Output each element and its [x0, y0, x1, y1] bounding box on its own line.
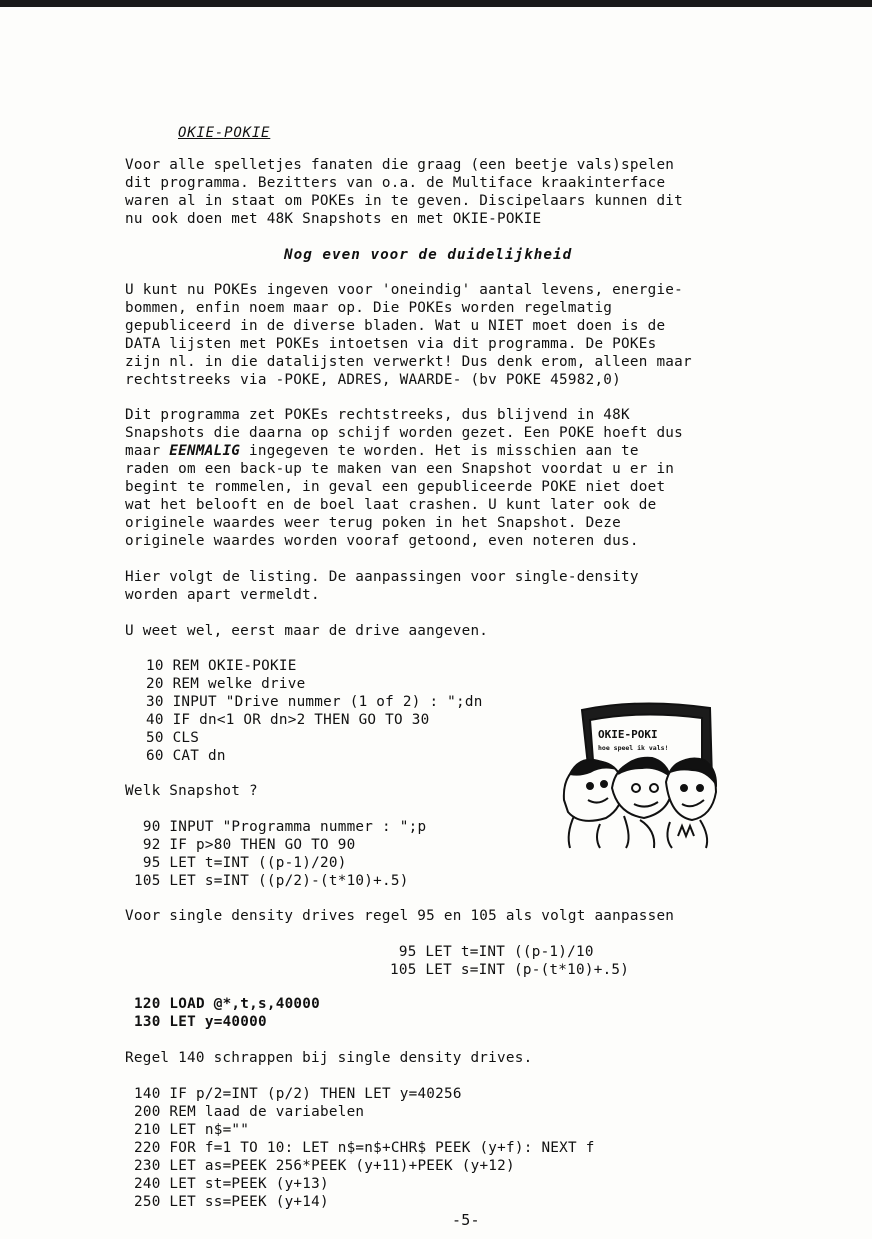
code-line: 92 IF p>80 THEN GO TO 90 [134, 837, 356, 853]
code-line: 250 LET ss=PEEK (y+14) [134, 1194, 329, 1210]
para2-line: rechtstreeks via -POKE, ADRES, WAARDE- (bv POKE 45982,0) [125, 372, 622, 388]
code-line: 220 FOR f=1 TO 10: LET n$=n$+CHR$ PEEK (y+f): NEXT f [134, 1140, 595, 1156]
para3-line: begint te rommelen, in geval een gepubliceerde POKE niet doet [125, 479, 666, 495]
para5-line: U weet wel, eerst maar de drive aangeven. [125, 623, 489, 639]
emphasis-eenmalig: EENMALIG [169, 443, 241, 459]
para2-line: DATA lijsten met POKEs intoetsen via dit programma. De POKEs [125, 336, 657, 352]
article-title: OKIE-POKIE [178, 125, 271, 141]
code-line: 20 REM welke drive [146, 676, 306, 692]
code-line: 95 LET t=INT ((p-1)/20) [134, 855, 347, 871]
code-line: 200 REM laad de variabelen [134, 1104, 365, 1120]
intro-line: dit programma. Bezitters van o.a. de Multiface kraakinterface [125, 175, 666, 191]
para3-line: wat het belooft en de boel laat crashen. U kunt later ook de [125, 497, 657, 513]
code-line: 240 LET st=PEEK (y+13) [134, 1176, 329, 1192]
para3-line: originele waardes worden vooraf getoond, even noteren dus. [125, 533, 639, 549]
para3-line: originele waardes weer terug poken in het Snapshot. Deze [125, 515, 622, 531]
cartoon-illustration [560, 688, 720, 850]
para3-line: Snapshots die daarna op schijf worden gezet. Een POKE hoeft dus [125, 425, 684, 441]
question-line: Welk Snapshot ? [125, 783, 258, 799]
code-line: 95 LET t=INT ((p-1)/10 [390, 944, 594, 960]
para3-line: maar EENMALIG ingegeven te worden. Het is misschien aan te [125, 443, 639, 459]
intro-line: waren al in staat om POKEs in te geven. Discipelaars kunnen dit [125, 193, 684, 209]
single-density-note: Voor single density drives regel 95 en 105 als volgt aanpassen [125, 908, 675, 924]
code-line: 230 LET as=PEEK 256*PEEK (y+11)+PEEK (y+12) [134, 1158, 515, 1174]
para2-line: U kunt nu POKEs ingeven voor 'oneindig' aantal levens, energie- [125, 282, 684, 298]
code-line: 210 LET n$="" [134, 1122, 250, 1138]
para3-line: raden om een back-up te maken van een Snapshot voordat u er in [125, 461, 675, 477]
code-line: 50 CLS [146, 730, 200, 746]
code-line: 105 LET s=INT (p-(t*10)+.5) [390, 962, 630, 978]
code-line: 120 LOAD @*,t,s,40000 [134, 996, 321, 1012]
para2-line: gepubliceerd in de diverse bladen. Wat u NIET moet doen is de [125, 318, 666, 334]
intro-line: nu ook doen met 48K Snapshots en met OKIE-POKIE [125, 211, 542, 227]
intro-line: Voor alle spelletjes fanaten die graag (een beetje vals)spelen [125, 157, 675, 173]
code-line: 40 IF dn<1 OR dn>2 THEN GO TO 30 [146, 712, 430, 728]
cartoon-sign-text: OKIE-POKI [598, 728, 658, 741]
page-number: -5- [452, 1211, 480, 1229]
code-line: 60 CAT dn [146, 748, 226, 764]
para4-line: Hier volgt de listing. De aanpassingen voor single-density [125, 569, 639, 585]
para4-line: worden apart vermeldt. [125, 587, 320, 603]
regel-note: Regel 140 schrappen bij single density drives. [125, 1050, 533, 1066]
para2-line: bommen, enfin noem maar op. Die POKEs worden regelmatig [125, 300, 613, 316]
code-line: 90 INPUT "Programma nummer : ";p [134, 819, 427, 835]
para3-line: Dit programma zet POKEs rechtstreeks, dus blijvend in 48K [125, 407, 630, 423]
code-line: 140 IF p/2=INT (p/2) THEN LET y=40256 [134, 1086, 462, 1102]
code-line: 10 REM OKIE-POKIE [146, 658, 297, 674]
section-subtitle: Nog even voor de duidelijkheid [284, 247, 573, 263]
code-line: 30 INPUT "Drive nummer (1 of 2) : ";dn [146, 694, 483, 710]
code-line: 105 LET s=INT ((p/2)-(t*10)+.5) [134, 873, 409, 889]
cartoon-sign-subtext: hoe speel ik vals! [598, 744, 669, 752]
code-line: 130 LET y=40000 [134, 1014, 267, 1030]
para2-line: zijn nl. in die datalijsten verwerkt! Dus denk erom, alleen maar [125, 354, 692, 370]
